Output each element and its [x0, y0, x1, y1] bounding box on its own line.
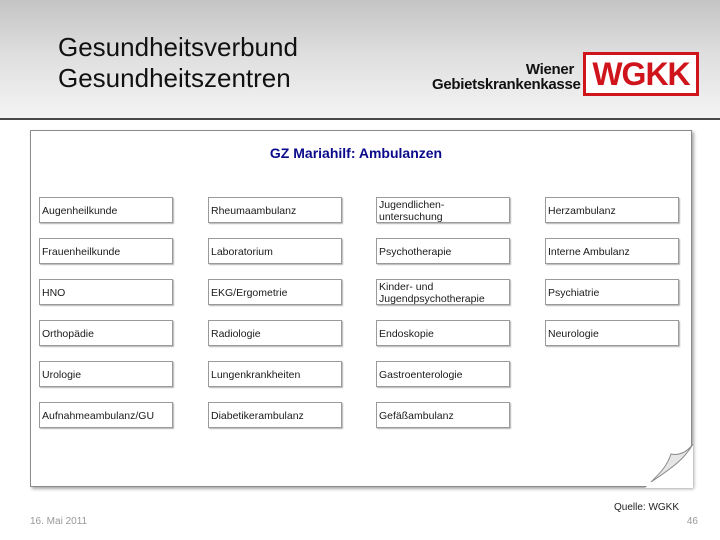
- header-divider: [0, 118, 720, 120]
- department-cell: Jugendlichen- untersuchung: [376, 197, 510, 223]
- page-curl-icon: [645, 444, 693, 488]
- department-cell: Urologie: [39, 361, 173, 387]
- department-cell: Kinder- und Jugendpsychotherapie: [376, 279, 510, 305]
- ambulanzen-chart: [30, 130, 692, 487]
- footer-source: Quelle: WGKK: [614, 502, 680, 513]
- department-cell: Interne Ambulanz: [545, 238, 679, 264]
- department-cell: Gastroenterologie: [376, 361, 510, 387]
- department-cell: Diabetikerambulanz: [208, 402, 342, 428]
- department-cell: Augenheilkunde: [39, 197, 173, 223]
- brand-name: [432, 61, 581, 93]
- department-cell: Gefäßambulanz: [376, 402, 510, 428]
- title-line-1: Gesundheitsverbund: [58, 32, 298, 62]
- department-cell: EKG/Ergometrie: [208, 279, 342, 305]
- department-cell: Frauenheilkunde: [39, 238, 173, 264]
- brand-line-2: Gebietskrankenkasse: [432, 76, 581, 93]
- footer-date: 16. Mai 2011: [30, 516, 88, 527]
- chart-title: GZ Mariahilf: Ambulanzen: [269, 145, 443, 161]
- title-line-2: Gesundheitszentren: [58, 63, 291, 93]
- department-cell: Radiologie: [208, 320, 342, 346]
- department-cell: Rheumaambulanz: [208, 197, 342, 223]
- page-number: 46: [686, 516, 698, 527]
- department-cell: Psychotherapie: [376, 238, 510, 264]
- department-cell: Orthopädie: [39, 320, 173, 346]
- department-cell: Psychiatrie: [545, 279, 679, 305]
- department-cell: Endoskopie: [376, 320, 510, 346]
- department-cell: Lungenkrankheiten: [208, 361, 342, 387]
- department-cell: HNO: [39, 279, 173, 305]
- wgkk-logo: WGKK: [583, 52, 699, 96]
- department-cell: Neurologie: [545, 320, 679, 346]
- department-cell: Laboratorium: [208, 238, 342, 264]
- slide-title: [58, 32, 298, 94]
- department-cell: Aufnahmeambulanz/GU: [39, 402, 173, 428]
- brand-line-1: Wiener: [525, 61, 574, 78]
- department-cell: Herzambulanz: [545, 197, 679, 223]
